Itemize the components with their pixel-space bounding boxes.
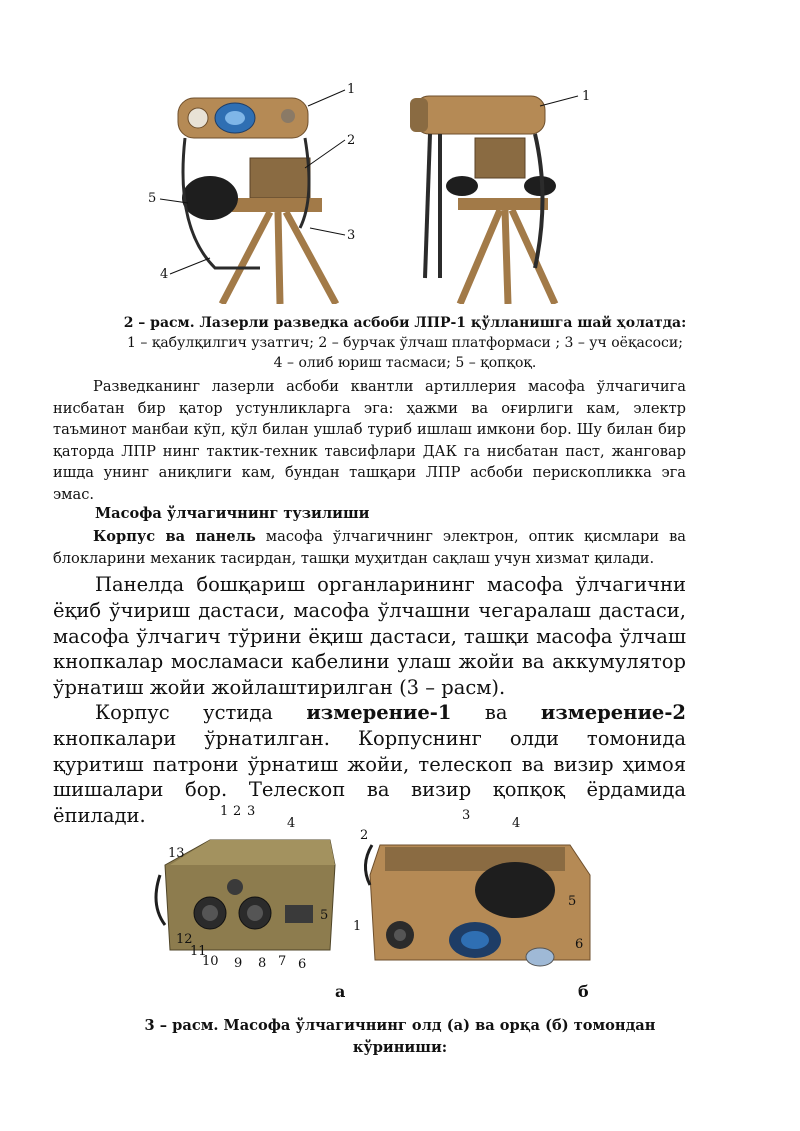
term-measure-2: измерение-2	[540, 701, 686, 724]
fig2-callout-2: 2	[347, 133, 356, 148]
fig2-callout-5: 5	[148, 191, 157, 206]
term-measure-1: измерение-1	[306, 701, 452, 724]
device-left	[148, 82, 355, 304]
figure-3-caption	[100, 1015, 700, 1059]
device-right	[410, 89, 590, 304]
paragraph-buttons-text-1: Корпус устида	[95, 701, 307, 724]
paragraph-advantages	[53, 376, 686, 505]
fig3a-callout-13: 13	[168, 846, 185, 861]
figure-2-caption-title: 2 – расм. Лазерли разведка асбоби ЛПР-1 қўлланишга шай ҳолатда:	[123, 315, 687, 331]
fig3a-callout-1: 1	[220, 805, 229, 819]
device-front-view	[156, 805, 335, 972]
figure-2-caption-line-1: 1 – қабулқилгич узатгич; 2 – бурчак ўлчаш платформаси ; 3 – уч оёқасоси;	[127, 335, 683, 351]
paragraph-buttons-text-3: кнопкалари ўрнатилган. Корпуснинг олди томонида қуритиш патрони ўрнатиш жойи, телескоп ва визир ҳимоя шишалари бор. Телескоп ва визир қопқоқ ёрдамида ёпилади.	[53, 726, 686, 828]
section-heading: Масофа ўлчагичнинг тузилиши	[95, 505, 370, 522]
fig2-callout-1: 1	[347, 82, 356, 97]
paragraph-panel-controls-text: Панелда бошқариш органларининг масофа ўлчагични ёқиб ўчириш дастаси, масофа ўлчашни чегаралаш дастаси, масофа ўлчагич тўрини ёқиш дастаси, ташқи масофа ўлчаш кнопкалар мосламаси кабелини улаш жойи ва аккумулятор ўрнатиш жойи жойлаштирилган (3 – расм).	[53, 573, 686, 700]
device-rear-view	[353, 808, 590, 966]
figure-3-illustration	[150, 805, 620, 980]
fig3b-callout-3: 3	[462, 808, 471, 823]
fig2-right-callout-1: 1	[582, 89, 591, 104]
figure-3-label-a: а	[335, 982, 346, 1001]
paragraph-housing	[53, 526, 686, 569]
fig2-callout-4: 4	[160, 267, 169, 282]
fig3b-callout-6: 6	[575, 937, 584, 952]
paragraph-buttons-text-2: ва	[451, 701, 541, 724]
fig3a-callout-3: 3	[247, 805, 256, 819]
fig3a-callout-4: 4	[287, 816, 296, 831]
fig2-callout-3: 3	[347, 228, 356, 243]
fig3b-callout-5: 5	[568, 894, 577, 909]
fig3a-callout-6: 6	[298, 957, 307, 972]
figure-3-caption-line-2: кўриниши:	[352, 1039, 448, 1056]
fig3a-callout-10: 10	[202, 954, 219, 969]
figure-3-label-b: б	[578, 982, 589, 1001]
figure-2-illustration	[140, 78, 640, 304]
paragraph-housing-text: масофа ўлчагичнинг электрон, оптик қисмлари ва блокларини механик тасирдан, ташқи муҳитдан сақлаш учун хизмат қилади.	[53, 528, 687, 567]
fig3a-callout-11: 11	[190, 944, 207, 959]
fig3a-callout-8: 8	[258, 956, 267, 971]
fig3a-callout-5: 5	[320, 908, 329, 923]
paragraph-advantages-text: Разведканинг лазерли асбоби квантли артиллерия масофа ўлчагичига нисбатан бир қатор устунликларга эга: ҳажми ва оғирлиги кам, электр таъминот манбаи кўп, қўл билан ушлаб туриб ишлаш имкони бор. Шу билан бир қаторда ЛПР нинг тактик-техник тавсифлари ДАК га нисбатан паст, жанговар ишда унинг аниқлиги кам, бундан ташқари ЛПР асбоби перископликка эга эмас.	[53, 378, 686, 503]
fig3a-callout-12: 12	[176, 932, 193, 947]
figure-3-caption-line-1: 3 – расм. Масофа ўлчагичнинг олд (а) ва орқа (б) томондан	[144, 1017, 656, 1034]
paragraph-panel-controls	[53, 572, 686, 701]
fig3a-callout-9: 9	[234, 956, 243, 971]
figure-2-caption-line-2: 4 – олиб юриш тасмаси; 5 – қопқоқ.	[273, 355, 537, 371]
fig3b-callout-2: 2	[360, 828, 369, 843]
fig3a-callout-2: 2	[233, 805, 242, 819]
fig3b-callout-4: 4	[512, 816, 521, 831]
term-housing-panel: Корпус ва панель	[93, 528, 256, 545]
fig3a-callout-7: 7	[278, 954, 287, 969]
fig3b-callout-1: 1	[353, 919, 362, 934]
